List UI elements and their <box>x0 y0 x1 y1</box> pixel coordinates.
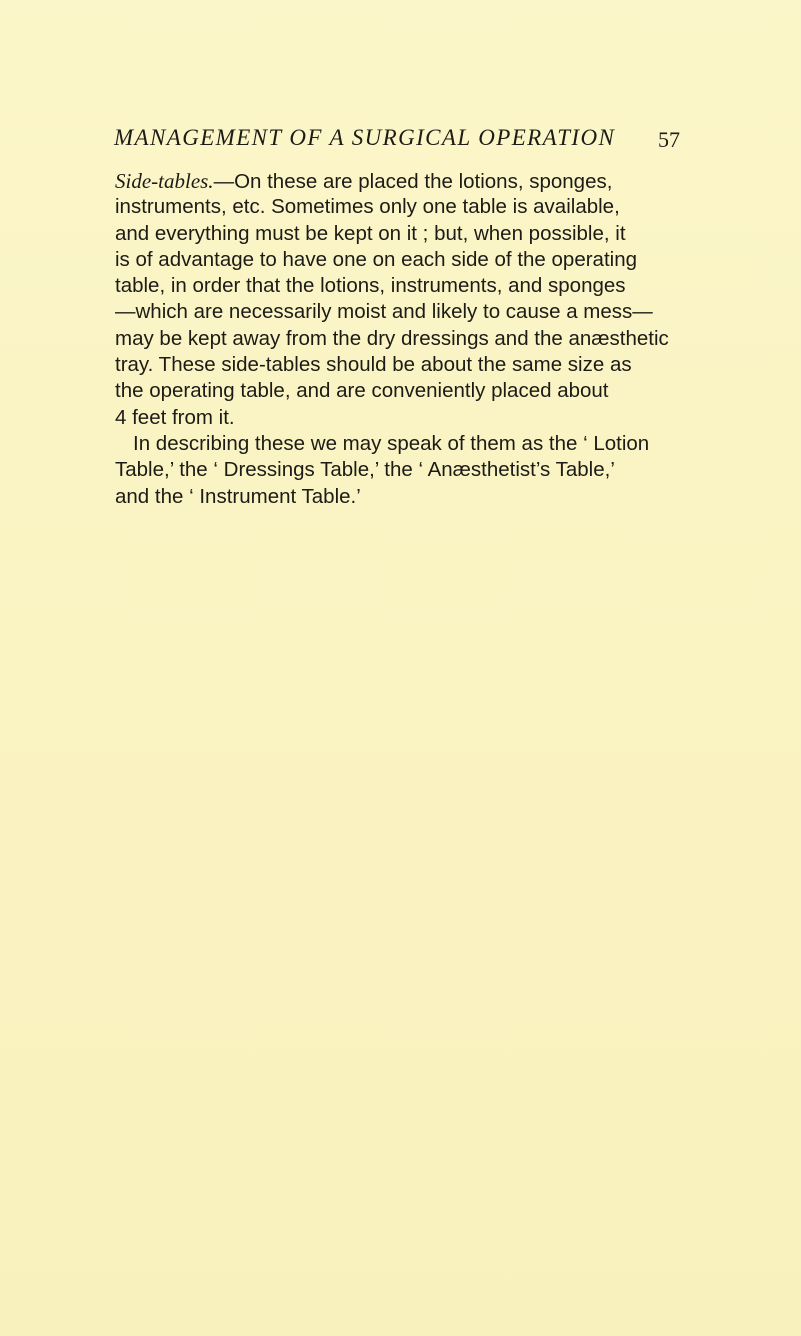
body-text <box>115 168 670 510</box>
running-head <box>108 122 688 154</box>
text-line: instruments, etc. Sometimes only one table is available, <box>115 195 620 219</box>
text-line: —which are necessarily moist and likely to cause a mess— <box>115 300 653 324</box>
paragraph-table-names <box>115 431 670 510</box>
text-line: In describing these we may speak of them as the ‘ Lotion <box>133 431 650 455</box>
text-line: the operating table, and are conveniently placed about <box>115 379 609 403</box>
text-line-part: —On these are placed the lotions, sponges, <box>213 170 613 193</box>
paragraph-side-tables <box>115 168 670 431</box>
page-number: 57 <box>658 127 680 152</box>
text-line: table, in order that the lotions, instruments, and sponges <box>115 274 626 298</box>
text-line: 4 feet from it. <box>115 405 235 429</box>
text-line: and everything must be kept on it ; but, when possible, it <box>115 221 626 245</box>
text-line-part <box>115 168 612 194</box>
text-line: and the ‘ Instrument Table.’ <box>115 484 361 508</box>
text-line <box>115 168 670 194</box>
text-line: may be kept away from the dry dressings and the anæsthetic <box>115 326 669 350</box>
text-line: is of advantage to have one on each side of the operating <box>115 247 637 271</box>
section-lead-in: Side-tables. <box>115 169 214 193</box>
text-line: tray. These side-tables should be about the same size as <box>115 353 632 377</box>
text-line: Table,’ the ‘ Dressings Table,’ the ‘ Anæsthetist’s Table,’ <box>115 458 615 482</box>
running-title: MANAGEMENT OF A SURGICAL OPERATION <box>114 125 616 150</box>
